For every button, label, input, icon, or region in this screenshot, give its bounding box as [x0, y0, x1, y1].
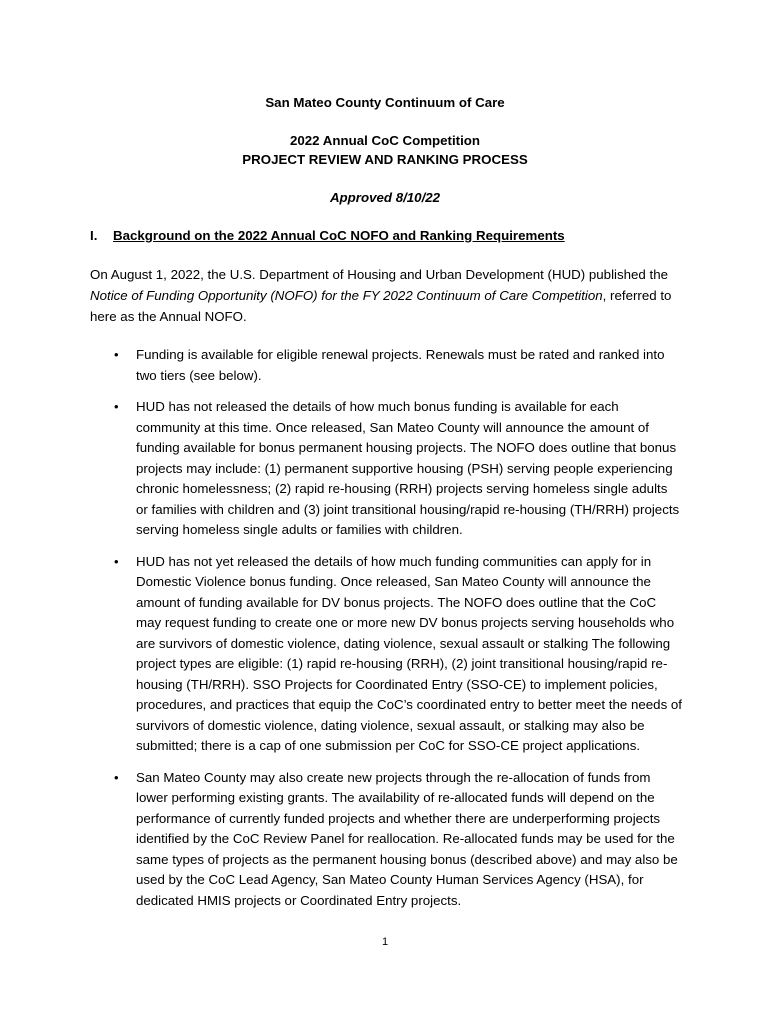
list-item: [0, 552, 682, 757]
list-item: [0, 345, 682, 386]
bullet-icon: •: [114, 769, 119, 785]
intro-paragraph: [90, 264, 690, 327]
approval-date: Approved 8/10/22: [329, 190, 441, 205]
bullet-icon: •: [114, 553, 119, 569]
bullet-icon: •: [114, 399, 119, 414]
process-title: PROJECT REVIEW AND RANKING PROCESS: [242, 152, 528, 167]
organization-title: San Mateo County Continuum of Care: [265, 95, 505, 110]
bullet-list: [0, 345, 770, 922]
competition-title: 2022 Annual CoC Competition: [289, 133, 481, 148]
bullet-text: HUD has not released the details of how much bonus funding is available for each community at this time. Once released, San Mateo County will announce the amount of funding available for bonus permanent housing projects. The NOFO does outline that bonus projects may include: (1) permanent supportive housing (PSH) serving people experiencing chronic homelessness; (2) rapid re-housing (RRH) projects serving homeless single adults or families with children and (3) joint transitional housing/rapid re-housing (TH/RRH) projects serving homeless single adults or families with children.: [136, 399, 680, 537]
section-heading: [90, 226, 565, 245]
intro-text-start: On August 1, 2022, the U.S. Department of Housing and Urban Development (HUD) published the: [90, 267, 668, 282]
intro-text-end: , referred to here as the Annual NOFO.: [90, 288, 672, 324]
bullet-text: San Mateo County may also create new projects through the re-allocation of funds from lower performing existing grants. The availability of re-allocated funds will depend on the performance of currently funded projects and whether there are underperforming projects identified by the CoC Review Panel for reallocation. Re-allocated funds may be used for the same types of projects as the permanent housing bonus (described above) and may also be used by the CoC Lead Agency, San Mateo County Human Services Agency (HSA), for dedicated HMIS projects or Coordinated Entry projects.: [136, 769, 678, 908]
intro-nofo-title: Notice of Funding Opportunity (NOFO) for the FY 2022 Continuum of Care Competition: [90, 288, 603, 303]
section-title: Background on the 2022 Annual CoC NOFO and Ranking Requirements: [113, 228, 565, 243]
bullet-icon: •: [114, 347, 119, 362]
page-number: 1: [381, 936, 389, 948]
list-item: [0, 768, 682, 912]
list-item: [0, 397, 682, 541]
bullet-text: Funding is available for eligible renewal projects. Renewals must be rated and ranked into two tiers (see below).: [136, 347, 665, 383]
section-number: I.: [90, 228, 98, 243]
bullet-text: HUD has not yet released the details of how much funding communities can apply for in Domestic Violence bonus funding. Once released, San Mateo County will announce the amount of funding available for DV bonus projects. The NOFO does outline that the CoC may request funding to create one or more new DV bonus projects serving households who are survivors of domestic violence, dating violence, sexual assault or stalking The following project types are eligible: (1) rapid re-housing (RRH), (2) joint transitional housing/rapid re-housing (TH/RRH). SSO Projects for Coordinated Entry (SSO-CE) to implement policies, procedures, and practices that equip the CoC’s coordinated entry to better meet the needs of survivors of domestic violence, dating violence, sexual assault, or stalking may also be submitted; there is a cap of one submission per CoC for SSO-CE project applications.: [136, 553, 682, 753]
